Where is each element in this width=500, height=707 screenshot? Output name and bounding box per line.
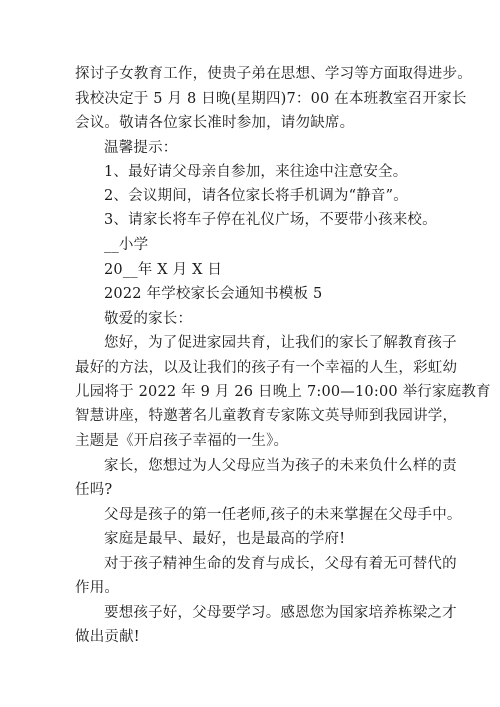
text-line: 任吗?	[75, 482, 113, 498]
text-line: 主题是《开启孩子幸福的一生》。	[75, 433, 289, 449]
text-line: 智慧讲座，特邀著名儿童教育专家陈文英导师到我园讲学，	[75, 408, 458, 424]
list-item: 3、请家长将车子停在礼仪广场，不要带小孩来校。	[104, 212, 437, 228]
section-title: 2022 年学校家长会通知书模板 5	[104, 286, 323, 302]
section-heading: 温馨提示：	[104, 140, 178, 156]
salutation: 敬爱的家长：	[104, 311, 193, 327]
text-line: 儿园将于 2022 年 9 月 26 日晚上 7:00—10:00 举行家庭教育	[75, 384, 491, 400]
text-line: 家庭是最早、最好，也是最高的学府!	[104, 531, 346, 547]
text-line: 对于孩子精神生命的发育与成长，父母有着无可替代的	[104, 556, 457, 572]
text-line: 最好的方法，以及让我们的孩子有一个幸福的人生，彩虹幼	[75, 360, 458, 376]
school-signature: __小学	[104, 237, 149, 253]
text-line: 会议。敬请各位家长准时参加，请勿缺席。	[75, 115, 355, 131]
text-line: 要想孩子好，父母要学习。感恩您为国家培养栋梁之才	[104, 605, 457, 621]
list-item: 2、会议期间，请各位家长将手机调为“静音”。	[104, 188, 408, 204]
date-line: 20__年 X 月 X 日	[104, 262, 223, 278]
text-line: 探讨子女教育工作，使贵子弟在思想、学习等方面取得进步。	[75, 66, 472, 82]
text-line: 您好，为了促进家园共育，让我们的家长了解教育孩子	[104, 335, 457, 351]
text-line: 父母是孩子的第一任老师,孩子的未来掌握在父母手中。	[104, 507, 462, 523]
text-line: 我校决定于 5 月 8 日晚(星期四)7：00 在本班教室召开家长	[75, 91, 467, 107]
text-line: 家长，您想过为人父母应当为孩子的未来负什么样的责	[104, 458, 457, 474]
text-line: 作用。	[75, 580, 120, 596]
list-item: 1、最好请父母亲自参加，来往途中注意安全。	[104, 164, 408, 180]
text-line: 做出贡献!	[75, 629, 140, 645]
